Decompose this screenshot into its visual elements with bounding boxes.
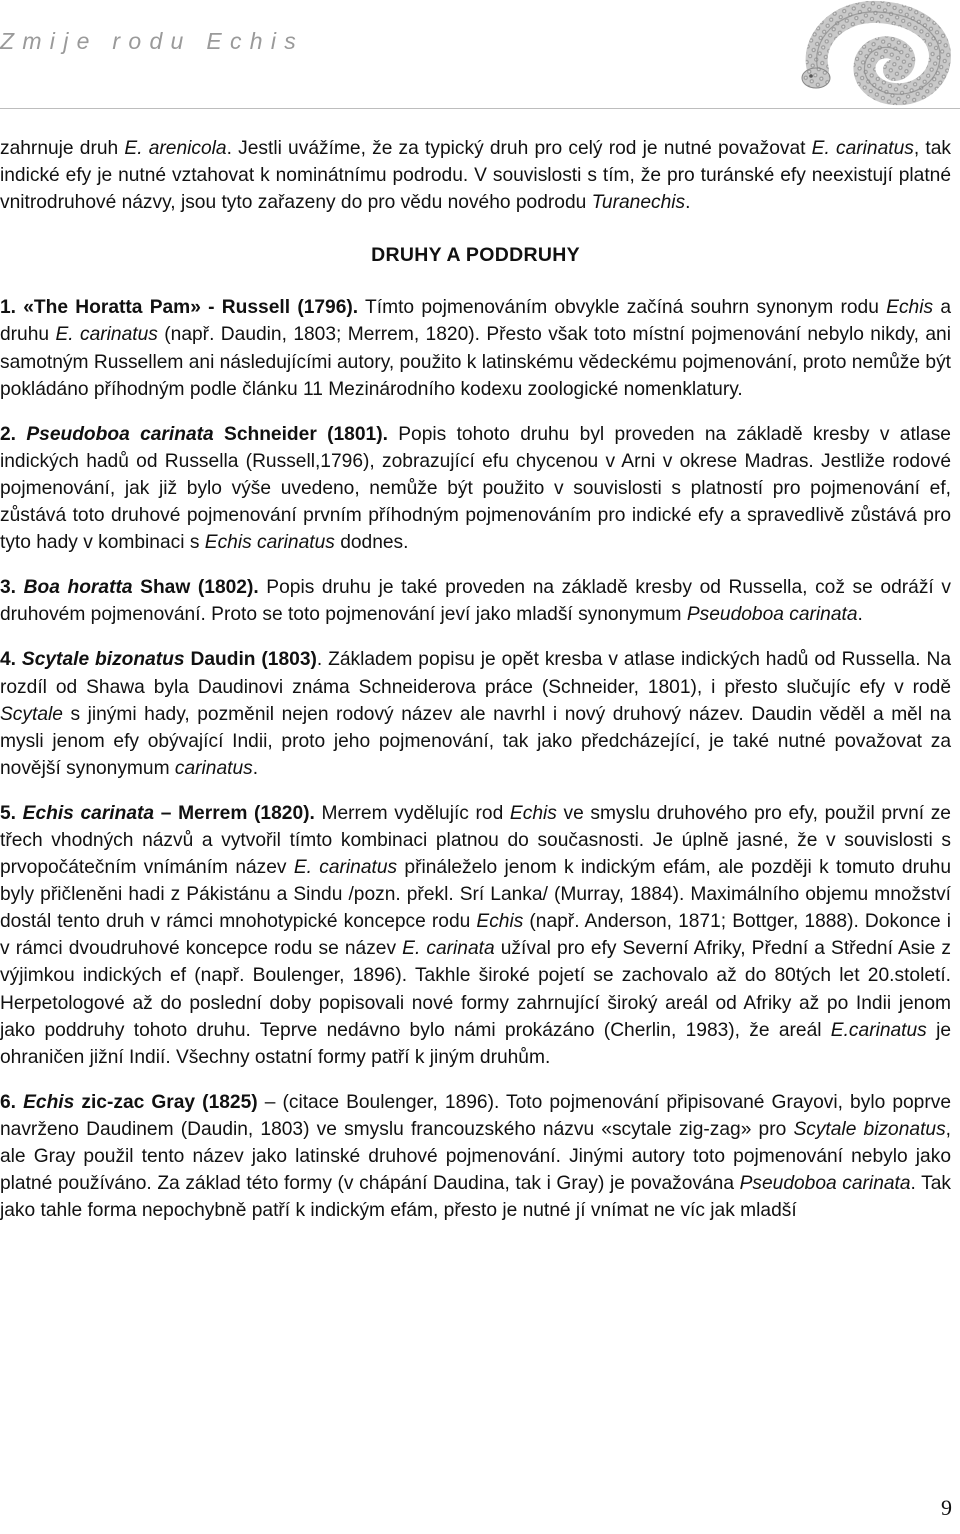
text-run: Popis tohoto druhu byl proveden na základě kresby v atlase indických hadů od Russella (Russell,1796), zobrazující efu chycenou v Arni v okrese Madras. Jestliže rodové pojmenování, jak již bylo výše uvedeno, nemůže být použito v souvislosti s platností pro pojmenování ef, zůstává toto druhové pojmenování prvním příhodným pojmenováním pro indické efy a spravedlivě zůstává pro tyto hady v kombinaci s xyxy=(0,423,951,554)
text-run: (např. Anderson, 1871; Bottger, 1888). Dokonce i v rámci dvoudruhové koncepce rodu se název xyxy=(0,911,951,960)
text-run: ve smyslu druhového pro efy, použil první ze třech vhodných názvů a vytvořil tímto kombinaci platnou do současnosti. Je úplně jasné, že v souvislosti s prvopočátečním vnímáním název xyxy=(0,802,951,879)
text-run: E. carinatus xyxy=(811,138,914,159)
text-run: dodnes. xyxy=(334,532,409,554)
text-run: s jinými hady, pozměnil nejen rodový název ale navrhl i nový druhový název. Daudin věděl a měl na mysli jenom efy obývající Indii, proto jeho pojmenování, tak jako předcházející, je také nutné považovat za novější synonymum xyxy=(0,703,951,779)
text-run: . Základem popisu je opět kresba v atlase indických hadů od Russella. Na rozdíl od Shawa byla Daudinovi známa Schneiderova práce (Schneider, 1801), i přesto slučujíc efy v rodě xyxy=(0,649,951,698)
intro-paragraph xyxy=(0,135,951,216)
text-run: E.carinatus xyxy=(830,1019,927,1041)
text-run: Echis xyxy=(509,802,557,824)
text-run: Scytale bizonatus xyxy=(21,649,185,671)
text-run: carinatus xyxy=(174,757,253,779)
synonym-entry-4 xyxy=(0,646,951,781)
text-run: . xyxy=(685,192,691,214)
text-run: . Jestli uvážíme, že za typický druh pro celý rod je nutné považovat xyxy=(226,138,812,159)
text-run: Popis druhu je také proveden na základě kresby od Russella, což se odráží v druhovém pojmenování. Proto se toto pojmenování jeví jako mladší synonymum xyxy=(0,577,951,626)
text-run: je ohraničen jižní Indií. Všechny ostatní formy patří k jiným druhům. xyxy=(0,1019,952,1068)
text-run: E. carinata xyxy=(402,938,495,960)
text-run: (např. Daudin, 1803; Merrem, 1820). Přesto však toto místní pojmenování nebylo nikdy, ani samotným Russellem ani následujícími autory, použito k latinskému vědeckému pojmenování, proto nemůže být pokládáno příhodným podle článku 11 Mezinárodního kodexu zoologické nomenklatury. xyxy=(0,324,951,400)
text-run: 5. xyxy=(0,802,23,824)
text-run: užíval pro efy Severní Afriky, Přední a Střední Asie z výjimkou indických ef (např. Boulenger, 1896). Takhle široké pojetí se zachovalo až do 80tých let 20.století. Herpetologové až do poslední doby popisovali nové formy zahrnující široký areál od Afriky až po Indii jenom jako poddruhy tohoto druhu. Teprve nedávno bylo námi prokázáno (Cherlin, 1983), že areál xyxy=(0,938,951,1041)
text-run: Boa horatta xyxy=(23,577,133,599)
text-run: E. arenicola xyxy=(124,138,227,159)
text-run: Tímto pojmenováním obvykle začíná souhrn synonym rodu xyxy=(358,297,887,319)
text-run: , tak indické efy je nutné vztahovat k nominátnímu podrodu. V souvislosti s tím, že pro turánské efy neexistují platné vnitrodruhové názvy, jsou tyto zařazeny do pro vědu nového podrodu xyxy=(0,138,951,214)
section-heading: DRUHY A PODDRUHY xyxy=(371,244,580,267)
text-run: Pseudoboa carinata xyxy=(739,1173,911,1195)
header-rule xyxy=(0,108,960,109)
text-run: Echis xyxy=(476,911,524,933)
text-run: a druhu xyxy=(0,297,951,346)
text-run: . Tak jako tahle forma nepochybně patří k indickým efám, přesto je nutné jí vnímat ne víc jak mladší xyxy=(0,1173,951,1222)
synonym-entry-1 xyxy=(0,294,951,402)
text-run: zahrnuje druh xyxy=(0,138,125,159)
text-run: . xyxy=(857,604,863,626)
text-run: Scytale xyxy=(0,703,63,725)
text-run: E. carinatus xyxy=(293,857,398,879)
text-run: – (citace Boulenger, 1896). Toto pojmenování připisované Grayovi, bylo poprve navrženo Daudinem (Daudin, 1803) ve smyslu francouzského názvu «scytale zig-zag» pro xyxy=(0,1091,951,1140)
text-run: 4. xyxy=(0,649,22,671)
text-run: , ale Gray použil tento název jako latinské druhové pojmenování. Jinými autory toto pojmenování nebylo jako platné používáno. Za základ této formy (v chápání Daudina, tak i Gray) je považována xyxy=(0,1118,952,1195)
text-run: Schneider (1801). xyxy=(213,423,388,445)
text-run: Echis xyxy=(23,1091,75,1113)
text-run: Shaw (1802). xyxy=(132,577,259,599)
text-run: 2. xyxy=(0,423,27,445)
text-run: zic-zac Gray (1825) xyxy=(74,1091,258,1113)
text-run: Echis carinata xyxy=(22,802,155,824)
page-number: 9 xyxy=(941,1495,952,1520)
synonym-entry-2 xyxy=(0,421,951,556)
snake-logo xyxy=(790,0,960,108)
synonym-entry-6 xyxy=(0,1089,951,1224)
text-run: . xyxy=(252,757,259,779)
running-header-title: Zmije rodu Echis xyxy=(0,28,305,54)
synonym-entry-3 xyxy=(0,574,951,628)
text-run: Pseudoboa carinata xyxy=(686,604,858,626)
text-run: Pseudoboa carinata xyxy=(26,423,214,445)
text-run: Merrem vydělujíc rod xyxy=(314,802,510,824)
article-body xyxy=(0,135,951,1224)
text-run: přináleželo jenom k indickým efám, ale později k tomuto druhu byly přičleněni hadi z Pákistánu a Sindu /pozn. překl. Srí Lanka/ (Murray, 1884). Maximálního objemu množství dostál tento druh v rámci mnohotypické koncepce rodu xyxy=(0,857,951,933)
text-run: – Merrem (1820). xyxy=(154,802,315,824)
text-run: 1. «The Horatta Pam» - Russell (1796). xyxy=(0,297,359,319)
text-run: Turanechis xyxy=(591,192,686,214)
text-run: Echis xyxy=(886,297,934,319)
text-run: 6. xyxy=(0,1091,24,1113)
text-run: E. carinatus xyxy=(55,324,158,346)
text-run: Daudin (1803) xyxy=(184,649,317,671)
synonym-entry-5 xyxy=(0,800,951,1071)
text-run: Echis carinatus xyxy=(204,532,335,554)
text-run: 3. xyxy=(0,577,24,599)
text-run: Scytale bizonatus xyxy=(793,1118,946,1140)
